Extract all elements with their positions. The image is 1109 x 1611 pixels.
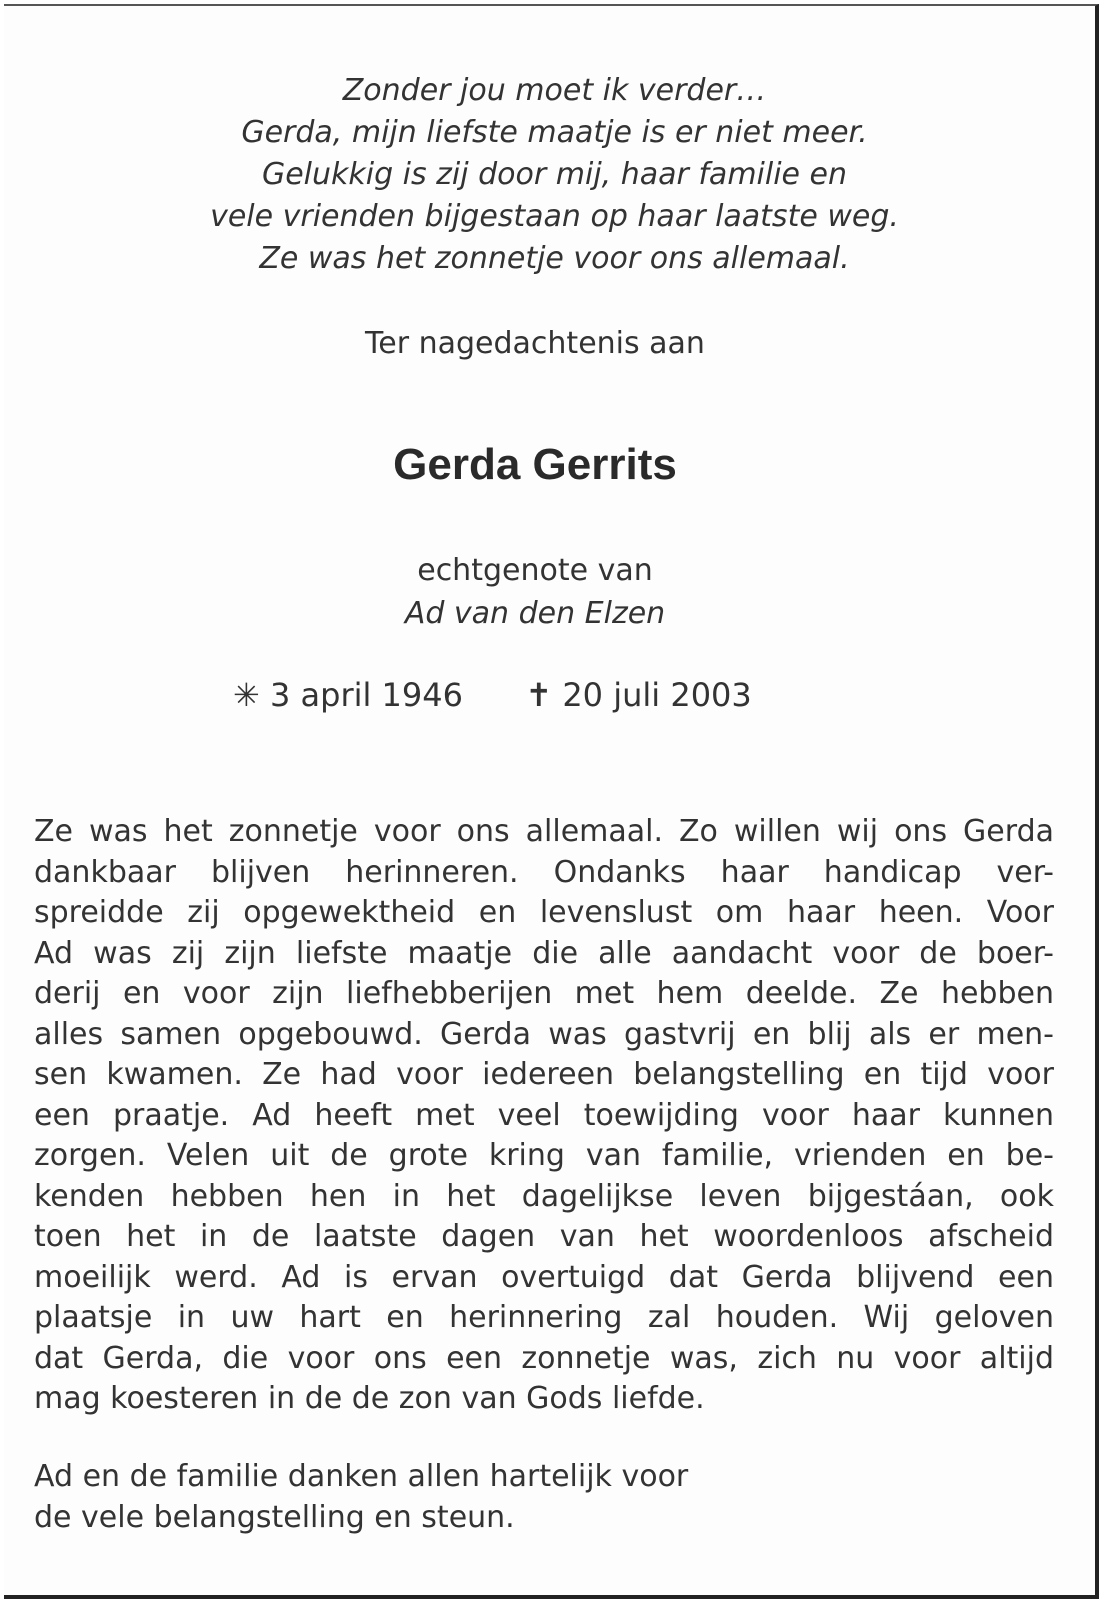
text-line: plaatsje in uw hart en herinnering zal houden. Wij geloven [34,1300,1054,1335]
text-line: dankbaar blijven herinneren. Ondanks haar handicap ver- [34,854,1054,890]
birth-date: 3 april 1946 [269,676,463,714]
poem-line: vele vrienden bijgestaan op haar laatste weg. [210,199,899,234]
thanks-line: Ad en de familie danken allen hartelijk voor [34,1459,689,1494]
text-line: sen kwamen. Ze had voor iedereen belangstelling en tijd voor [34,1057,1054,1092]
text-line: mag koesteren in de de zon van Gods liefde. [34,1381,705,1416]
text-line: Ad was zij zijn liefste maatje die alle aandacht voor de boer- [34,935,1054,971]
thanks-line: de vele belangstelling en steun. [34,1500,515,1535]
text-line: dat Gerda, die voor ons een zonnetje was, zich nu voor altijd [34,1340,1054,1376]
life-dates [233,676,793,714]
opening-poem [0,70,1109,280]
poem-line: Ze was het zonnetje voor ons allemaal. [259,241,850,276]
thanks-note [34,1456,934,1538]
poem-line: Gerda, mijn liefste maatje is er niet meer. [241,115,868,150]
death-cross-icon: ✝ [525,676,553,714]
memorial-text [34,812,1054,1420]
text-line: derij en voor zijn liefhebberijen met hem deelde. Ze hebben [34,976,1054,1011]
poem-line: Gelukkig is zij door mij, haar familie en [261,157,848,192]
text-line: kenden hebben hen in het dagelijkse leven bijgestáan, ook [34,1178,1054,1214]
spouse-name: Ad van den Elzen [404,596,666,631]
poem-line: Zonder jou moet ik verder… [342,73,767,108]
text-line: een praatje. Ad heeft met veel toewijding voor haar kunnen [34,1097,1054,1133]
deceased-name: Gerda Gerrits [393,440,677,489]
text-line: toen het in de laatste dagen van het woordenloos afscheid [34,1219,1054,1254]
text-line: alles samen opgebouwd. Gerda was gastvrij en blij als er men- [34,1016,1054,1052]
text-line: zorgen. Velen uit de grote kring van familie, vrienden en be- [34,1138,1054,1173]
birth-star-icon: ✳ [233,676,260,714]
text-line: Ze was het zonnetje voor ons allemaal. Zo willen wij ons Gerda [34,814,1054,849]
spouse-label: echtgenote van [417,553,653,588]
memorial-label: Ter nagedachtenis aan [365,326,705,361]
death-date: 20 juli 2003 [562,676,752,714]
text-line: spreidde zij opgewektheid en levenslust om haar heen. Voor [34,895,1054,930]
text-line: moeilijk werd. Ad is ervan overtuigd dat Gerda blijvend een [34,1259,1054,1295]
